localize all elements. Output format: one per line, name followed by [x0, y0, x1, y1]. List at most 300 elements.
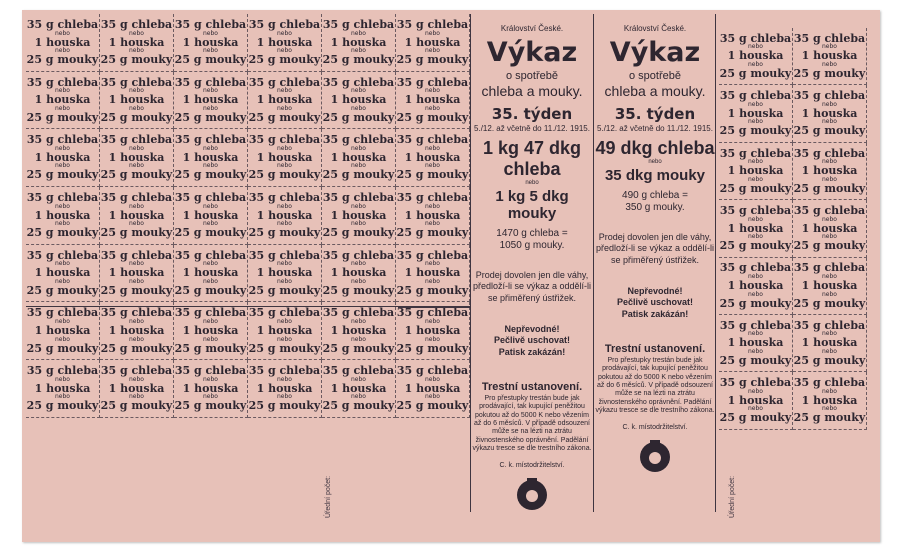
coupon-line3: 1 houska — [330, 324, 387, 337]
coupon-line3: 1 houska — [727, 278, 784, 292]
coupon-line1: 35 g chleba — [322, 191, 395, 205]
coupon-line4: nebo — [351, 335, 366, 343]
coupon-line2: nebo — [203, 318, 218, 325]
coupon-line1: 35 g chleba — [174, 248, 247, 262]
coupon-line1: 35 g chleba — [322, 133, 395, 147]
official-count-label-left: Úřední počet: — [325, 475, 332, 518]
coupon-line5: 25 g mouky — [793, 411, 866, 425]
ration-coupon — [322, 129, 396, 187]
panel-title: Výkaz — [486, 37, 578, 68]
coupon-line3: 1 houska — [801, 393, 858, 407]
coupon-line1: 35 g chleba — [26, 18, 99, 32]
panel-week: 35. týden — [491, 105, 573, 123]
coupon-line5: 25 g mouky — [396, 226, 469, 240]
ration-coupon — [174, 302, 248, 360]
coupon-line1: 35 g chleba — [396, 191, 469, 205]
panel-amount-bread: 49 dkg chleba — [595, 138, 715, 158]
coupon-line4: nebo — [129, 47, 144, 55]
ration-coupon — [100, 302, 174, 360]
panel-subtitle-2: chleba a mouky. — [481, 83, 583, 99]
ration-coupon — [719, 28, 793, 85]
coupon-line2: nebo — [351, 375, 366, 383]
coupon-line4: nebo — [748, 405, 763, 413]
panel-sale-note: Prodej dovolen jen dle váhy, předloží-li se výkaz a oddělí-li se přiměřený ústřižek. — [595, 232, 715, 265]
panel-authority: C. k. místodržitelství. — [622, 423, 688, 431]
coupon-line2: nebo — [748, 43, 763, 51]
ration-coupon — [793, 143, 867, 200]
panel-equivalence — [471, 228, 593, 252]
coupon-line1: 35 g chleba — [322, 75, 395, 89]
coupon-line4: nebo — [55, 104, 70, 112]
coupon-line1: 35 g chleba — [248, 306, 321, 320]
coupon-line4: nebo — [277, 162, 292, 170]
coupon-line4: nebo — [822, 290, 837, 298]
coupon-line5: 25 g mouky — [396, 283, 469, 297]
official-count-label-right: Úřední počet: — [729, 475, 736, 518]
coupon-line3: 1 houska — [108, 324, 165, 337]
ration-coupon — [174, 129, 248, 187]
coupon-line5: 25 g mouky — [719, 124, 792, 138]
coupon-line2: nebo — [425, 375, 440, 383]
coupon-line2: nebo — [351, 202, 366, 210]
coupon-line1: 35 g chleba — [396, 75, 469, 89]
panel-equiv-line-1: 1470 g chleba = — [496, 228, 568, 239]
coupon-line3: 1 houska — [256, 93, 313, 107]
coupon-line2: nebo — [822, 43, 837, 51]
coupon-line1: 35 g chleba — [396, 248, 469, 262]
coupon-line1: 35 g chleba — [100, 75, 173, 89]
coupon-line3: 1 houska — [182, 266, 239, 280]
coupon-line3: 1 houska — [256, 324, 313, 337]
coupon-line4: nebo — [277, 277, 292, 285]
ration-coupon — [100, 187, 174, 245]
coupon-line2: nebo — [203, 375, 218, 383]
coupon-line1: 35 g chleba — [26, 306, 99, 320]
coupon-line3: 1 houska — [108, 208, 165, 222]
ration-coupon — [322, 72, 396, 130]
coupon-line1: 35 g chleba — [793, 376, 866, 390]
coupon-line5: 25 g mouky — [396, 53, 469, 67]
panel-penal-heading: Trestní ustanovení. — [604, 342, 706, 355]
coupon-line1: 35 g chleba — [248, 133, 321, 147]
ration-coupon — [174, 360, 248, 418]
coupon-line5: 25 g mouky — [248, 399, 321, 413]
coupon-line5: 25 g mouky — [322, 341, 395, 355]
coupon-line4: nebo — [822, 175, 837, 183]
ration-coupon — [322, 360, 396, 418]
ration-coupon — [174, 14, 248, 72]
coupon-line1: 35 g chleba — [396, 364, 469, 378]
coupon-line2: nebo — [277, 260, 292, 268]
coupon-line5: 25 g mouky — [26, 341, 99, 355]
coupon-line2: nebo — [748, 158, 763, 166]
coupon-line4: nebo — [55, 162, 70, 170]
panel-country: Království České. — [623, 24, 687, 33]
coupon-line1: 35 g chleba — [248, 364, 321, 378]
ration-coupon — [396, 129, 470, 187]
coupon-line2: nebo — [55, 260, 70, 268]
coupon-line5: 25 g mouky — [793, 124, 866, 138]
coupon-line4: nebo — [55, 335, 70, 343]
panel-amount-bread: 1 kg 47 dkg chleba — [482, 138, 582, 179]
coupon-line2: nebo — [277, 87, 292, 95]
ration-coupon — [322, 245, 396, 303]
coupon-line1: 35 g chleba — [26, 75, 99, 89]
panel-dates: 5./12. až včetně do 11./12. 1915. — [597, 124, 713, 133]
ration-coupon — [248, 129, 322, 187]
ration-coupon — [100, 72, 174, 130]
coupon-line4: nebo — [129, 162, 144, 170]
coupon-line4: nebo — [425, 277, 440, 285]
coupon-line4: nebo — [748, 118, 763, 126]
coupon-line2: nebo — [822, 158, 837, 166]
ration-card-sheet — [22, 10, 880, 542]
coupon-line4: nebo — [351, 47, 366, 55]
coupon-line5: 25 g mouky — [793, 239, 866, 253]
panel-or: nebo — [525, 180, 539, 186]
panel-equivalence — [594, 190, 716, 214]
coupon-line5: 25 g mouky — [248, 110, 321, 124]
ration-coupon — [793, 85, 867, 142]
coupon-line3: 1 houska — [182, 35, 239, 49]
panel-country: Království České. — [500, 24, 564, 33]
coupon-line2: nebo — [129, 202, 144, 210]
coupon-line2: nebo — [203, 260, 218, 268]
coupon-line5: 25 g mouky — [322, 110, 395, 124]
coupon-line2: nebo — [129, 260, 144, 268]
coupon-line2: nebo — [748, 100, 763, 108]
panel-warn-3: Patisk zakázán! — [498, 347, 566, 358]
coupon-line3: 1 houska — [34, 150, 91, 164]
coupon-line1: 35 g chleba — [26, 248, 99, 262]
ration-coupon — [248, 360, 322, 418]
coupon-line3: 1 houska — [330, 93, 387, 107]
coupon-line2: nebo — [277, 318, 292, 325]
coupon-line5: 25 g mouky — [174, 226, 247, 240]
panel-warn-3: Patisk zakázán! — [621, 309, 689, 320]
coupon-line3: 1 houska — [182, 324, 239, 337]
coupon-line5: 25 g mouky — [26, 53, 99, 67]
coupon-line5: 25 g mouky — [793, 353, 866, 367]
coupon-line3: 1 houska — [727, 336, 784, 350]
coupon-line3: 1 houska — [404, 35, 461, 49]
coupon-line3: 1 houska — [256, 35, 313, 49]
coupon-line1: 35 g chleba — [719, 204, 792, 218]
ration-coupon — [793, 258, 867, 315]
coupon-line2: nebo — [351, 87, 366, 95]
coupon-line1: 35 g chleba — [100, 18, 173, 32]
panel-equiv-line-2: 1050 g mouky. — [499, 240, 565, 251]
coupon-line4: nebo — [203, 335, 218, 343]
coupon-line4: nebo — [129, 335, 144, 343]
coupon-line5: 25 g mouky — [174, 341, 247, 355]
coupon-line5: 25 g mouky — [396, 399, 469, 413]
coupon-line1: 35 g chleba — [396, 133, 469, 147]
coupon-line5: 25 g mouky — [248, 226, 321, 240]
ration-coupon — [396, 302, 470, 360]
row-rule-emph — [398, 306, 471, 308]
coupon-line2: nebo — [277, 202, 292, 210]
coupon-line1: 35 g chleba — [174, 18, 247, 32]
coupon-line4: nebo — [351, 277, 366, 285]
coupon-line5: 25 g mouky — [100, 168, 173, 182]
coupon-line4: nebo — [748, 233, 763, 241]
panel-subtitle: o spotřebě — [629, 70, 681, 82]
coupon-line2: nebo — [277, 144, 292, 152]
coupon-line3: 1 houska — [801, 106, 858, 120]
coupon-line5: 25 g mouky — [793, 296, 866, 310]
coupon-line3: 1 houska — [182, 93, 239, 107]
coupon-line4: nebo — [203, 47, 218, 55]
coupon-line1: 35 g chleba — [719, 89, 792, 103]
coupon-line1: 35 g chleba — [719, 261, 792, 275]
coupon-line3: 1 houska — [256, 381, 313, 395]
coupon-line5: 25 g mouky — [174, 168, 247, 182]
panel-title: Výkaz — [609, 37, 701, 68]
coupon-line4: nebo — [351, 162, 366, 170]
coupon-line5: 25 g mouky — [322, 53, 395, 67]
coupon-line4: nebo — [748, 175, 763, 183]
coupon-line1: 35 g chleba — [719, 376, 792, 390]
coupon-line4: nebo — [425, 104, 440, 112]
coupon-line5: 25 g mouky — [174, 110, 247, 124]
coupon-line4: nebo — [425, 162, 440, 170]
coupon-line4: nebo — [277, 220, 292, 228]
coupon-line3: 1 houska — [404, 324, 461, 337]
coupon-line3: 1 houska — [404, 381, 461, 395]
coupon-line2: nebo — [425, 29, 440, 37]
ration-coupon — [396, 245, 470, 303]
coupon-line5: 25 g mouky — [100, 226, 173, 240]
coupon-line5: 25 g mouky — [322, 226, 395, 240]
coupon-line1: 35 g chleba — [793, 31, 866, 45]
ration-coupon — [26, 14, 100, 72]
panel-or: nebo — [648, 159, 662, 165]
coupon-line1: 35 g chleba — [26, 191, 99, 205]
coupon-line1: 35 g chleba — [322, 364, 395, 378]
coupon-line3: 1 houska — [108, 266, 165, 280]
coupon-line1: 35 g chleba — [174, 75, 247, 89]
coupon-line3: 1 houska — [801, 336, 858, 350]
coupon-line5: 25 g mouky — [396, 110, 469, 124]
ration-coupon — [719, 200, 793, 257]
coupon-line3: 1 houska — [34, 324, 91, 337]
coupon-line3: 1 houska — [330, 208, 387, 222]
ration-coupon — [793, 28, 867, 85]
panel-warn-1: Nepřevodné! — [504, 323, 560, 334]
coupon-line2: nebo — [129, 375, 144, 383]
coupon-line4: nebo — [351, 393, 366, 401]
panel-warnings — [594, 286, 716, 321]
panel-penal-text: Pro přestupky trestán bude jak prodávající, tak kupující peněžitou pokutou až do 5000 K nebo vězením až do 6 měsíců. V případě odsouzení může se na lézti na ztrátu živnostenského oprávnění. Padělání výkazu tresce se dle trestního zákona. — [595, 356, 715, 415]
coupon-line3: 1 houska — [727, 164, 784, 178]
coupon-line5: 25 g mouky — [100, 53, 173, 67]
coupon-line3: 1 houska — [108, 381, 165, 395]
coupon-line2: nebo — [55, 87, 70, 95]
coupon-line1: 35 g chleba — [719, 146, 792, 160]
coupon-line1: 35 g chleba — [174, 306, 247, 320]
coupon-line1: 35 g chleba — [719, 31, 792, 45]
ration-coupon — [396, 14, 470, 72]
coupon-line4: nebo — [277, 104, 292, 112]
coupon-line3: 1 houska — [182, 208, 239, 222]
coupon-line4: nebo — [129, 393, 144, 401]
coupon-line3: 1 houska — [801, 164, 858, 178]
ration-coupon — [26, 72, 100, 130]
coupon-line5: 25 g mouky — [322, 283, 395, 297]
ration-coupon — [26, 187, 100, 245]
coupon-grid-left — [26, 14, 470, 418]
coupon-line3: 1 houska — [404, 93, 461, 107]
panel-amount-flour: 1 kg 5 dkg mouky — [495, 188, 569, 222]
coupon-line2: nebo — [822, 100, 837, 108]
coupon-line2: nebo — [425, 260, 440, 268]
coupon-line4: nebo — [277, 47, 292, 55]
panel-warnings — [471, 324, 593, 359]
coupon-line4: nebo — [822, 118, 837, 126]
ration-coupon — [100, 245, 174, 303]
coupon-line1: 35 g chleba — [100, 248, 173, 262]
coupon-line2: nebo — [55, 375, 70, 383]
coupon-line3: 1 houska — [727, 106, 784, 120]
ration-coupon — [793, 200, 867, 257]
coupon-line4: nebo — [822, 233, 837, 241]
coupon-line2: nebo — [822, 387, 837, 395]
coupon-line1: 35 g chleba — [793, 204, 866, 218]
coupon-line2: nebo — [129, 29, 144, 37]
coupon-line3: 1 houska — [256, 150, 313, 164]
coupon-line4: nebo — [748, 60, 763, 68]
ration-coupon — [100, 129, 174, 187]
ration-coupon — [248, 14, 322, 72]
panel-amount-flour: 35 dkg mouky — [604, 167, 706, 184]
coupon-line5: 25 g mouky — [26, 399, 99, 413]
coupon-line3: 1 houska — [108, 150, 165, 164]
coupon-line2: nebo — [748, 215, 763, 223]
coupon-line5: 25 g mouky — [396, 168, 469, 182]
eagle-emblem-icon — [471, 475, 593, 519]
coupon-line5: 25 g mouky — [719, 411, 792, 425]
coupon-line4: nebo — [203, 277, 218, 285]
coupon-line4: nebo — [129, 277, 144, 285]
coupon-line3: 1 houska — [727, 393, 784, 407]
coupon-line3: 1 houska — [801, 278, 858, 292]
ration-coupon — [174, 72, 248, 130]
ration-coupon — [174, 245, 248, 303]
coupon-line1: 35 g chleba — [174, 191, 247, 205]
coupon-line5: 25 g mouky — [26, 110, 99, 124]
coupon-line2: nebo — [425, 87, 440, 95]
coupon-line3: 1 houska — [801, 49, 858, 63]
ration-coupon — [793, 372, 867, 429]
panel-week-card-1 — [471, 24, 593, 519]
ration-coupon — [719, 143, 793, 200]
coupon-line5: 25 g mouky — [26, 168, 99, 182]
panel-warn-1: Nepřevodné! — [627, 285, 683, 296]
coupon-line5: 25 g mouky — [174, 283, 247, 297]
coupon-line5: 25 g mouky — [26, 283, 99, 297]
coupon-line3: 1 houska — [330, 35, 387, 49]
coupon-line4: nebo — [425, 47, 440, 55]
coupon-line2: nebo — [748, 330, 763, 338]
coupon-line5: 25 g mouky — [26, 226, 99, 240]
coupon-line1: 35 g chleba — [719, 318, 792, 332]
ration-coupon — [322, 14, 396, 72]
coupon-line5: 25 g mouky — [793, 181, 866, 195]
coupon-line5: 25 g mouky — [248, 341, 321, 355]
coupon-line2: nebo — [203, 202, 218, 210]
coupon-line3: 1 houska — [801, 221, 858, 235]
coupon-line5: 25 g mouky — [719, 296, 792, 310]
coupon-line3: 1 houska — [404, 266, 461, 280]
coupon-line1: 35 g chleba — [26, 364, 99, 378]
coupon-line2: nebo — [55, 29, 70, 37]
ration-coupon — [793, 315, 867, 372]
coupon-line3: 1 houska — [34, 208, 91, 222]
coupon-line2: nebo — [277, 375, 292, 383]
coupon-line2: nebo — [822, 330, 837, 338]
coupon-line3: 1 houska — [330, 381, 387, 395]
coupon-line5: 25 g mouky — [719, 181, 792, 195]
coupon-line1: 35 g chleba — [793, 318, 866, 332]
coupon-line3: 1 houska — [330, 150, 387, 164]
coupon-line3: 1 houska — [34, 266, 91, 280]
panel-subtitle-2: chleba a mouky. — [604, 83, 706, 99]
panel-authority: C. k. místodržitelství. — [499, 461, 565, 469]
panel-week: 35. týden — [614, 105, 696, 123]
ration-coupon — [26, 302, 100, 360]
coupon-line3: 1 houska — [34, 93, 91, 107]
coupon-line3: 1 houska — [108, 35, 165, 49]
coupon-line2: nebo — [351, 260, 366, 268]
coupon-line2: nebo — [351, 29, 366, 37]
ration-coupon — [396, 360, 470, 418]
ration-coupon — [322, 302, 396, 360]
coupon-line1: 35 g chleba — [793, 89, 866, 103]
coupon-line5: 25 g mouky — [100, 283, 173, 297]
coupon-line2: nebo — [55, 144, 70, 152]
panel-equiv-line-1: 490 g chleba = — [622, 190, 688, 201]
coupon-line5: 25 g mouky — [100, 341, 173, 355]
coupon-line2: nebo — [425, 202, 440, 210]
coupon-line4: nebo — [351, 220, 366, 228]
coupon-line1: 35 g chleba — [174, 133, 247, 147]
coupon-line2: nebo — [425, 318, 440, 325]
coupon-line2: nebo — [55, 318, 70, 325]
coupon-line2: nebo — [822, 215, 837, 223]
ration-coupon — [248, 302, 322, 360]
coupon-line2: nebo — [277, 29, 292, 37]
coupon-line5: 25 g mouky — [248, 53, 321, 67]
coupon-line2: nebo — [129, 144, 144, 152]
ration-coupon — [719, 372, 793, 429]
coupon-line2: nebo — [203, 29, 218, 37]
coupon-line1: 35 g chleba — [793, 261, 866, 275]
coupon-line4: nebo — [822, 347, 837, 355]
ration-coupon — [248, 72, 322, 130]
ration-coupon — [26, 360, 100, 418]
panel-dates: 5./12. až včetně do 11./12. 1915. — [474, 124, 590, 133]
coupon-line2: nebo — [55, 202, 70, 210]
coupon-line3: 1 houska — [34, 381, 91, 395]
coupon-line5: 25 g mouky — [248, 283, 321, 297]
coupon-line4: nebo — [55, 220, 70, 228]
coupon-line4: nebo — [425, 393, 440, 401]
coupon-line4: nebo — [822, 405, 837, 413]
panel-subtitle: o spotřebě — [506, 70, 558, 82]
coupon-line1: 35 g chleba — [248, 18, 321, 32]
coupon-line3: 1 houska — [404, 150, 461, 164]
